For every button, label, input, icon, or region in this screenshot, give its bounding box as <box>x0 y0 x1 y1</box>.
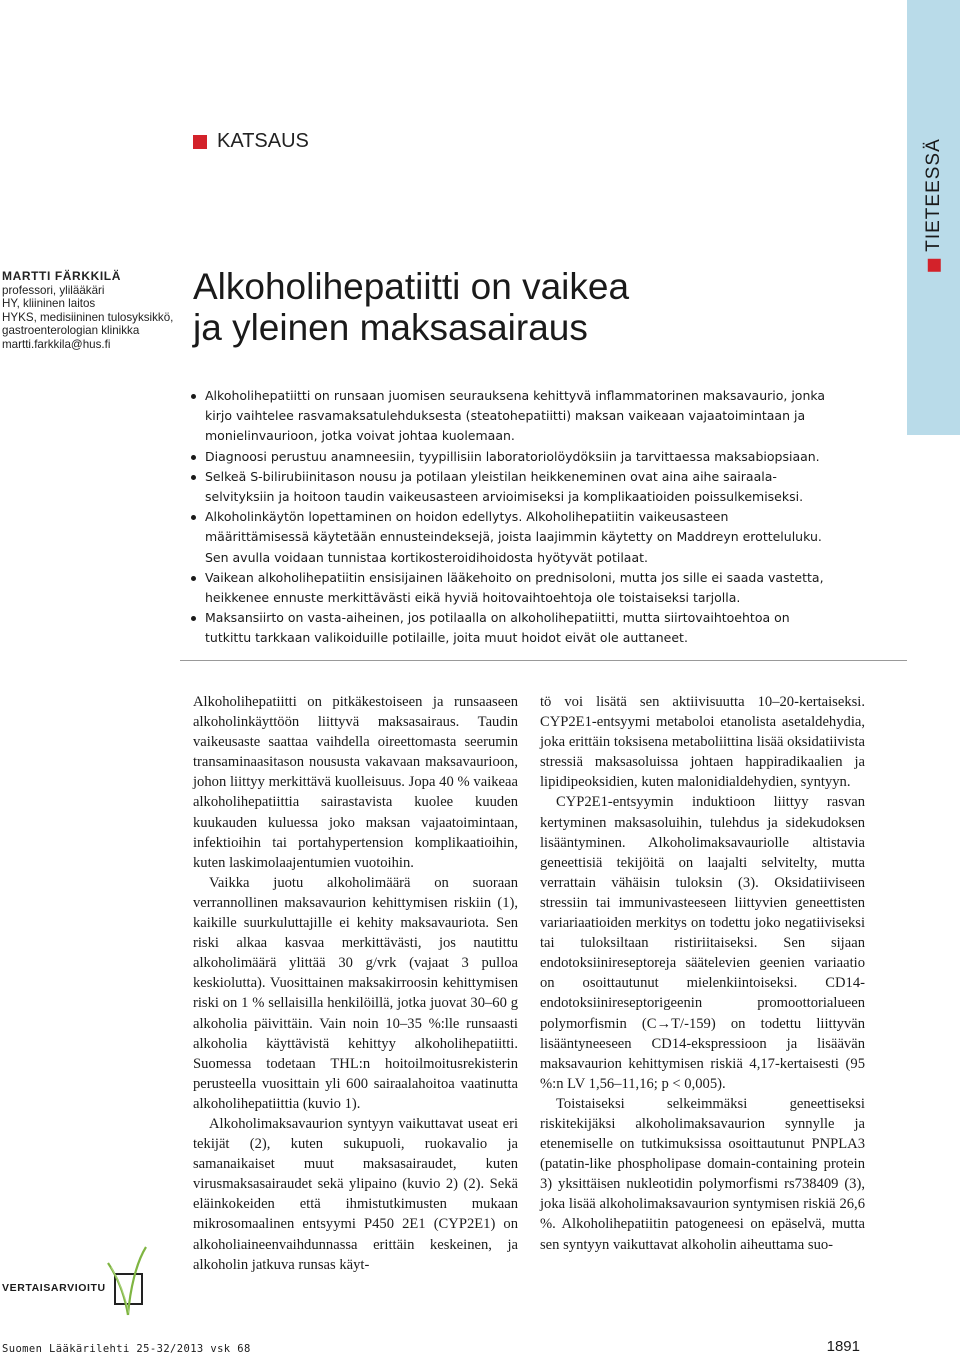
red-square-icon <box>927 259 940 272</box>
side-banner-label-wrap <box>907 135 960 275</box>
author-affiliation-line: HY, kliininen laitos <box>2 297 96 310</box>
summary-line: Maksansiirto on vasta-aiheinen, jos potilaalla on alkoholihepatiitti, mutta siirtovaihtoehtoa on <box>205 610 790 626</box>
body-paragraph: Alkoholihepatiitti on pitkäkestoiseen ja runsaaseen alkoholinkäyttöön liittyvä maksasairaus. Taudin vaikeusaste saattaa vaihdella oireettomasta seerumin transaminaasitason noususta vakavaan maksavaurioon, johon liittyy merkittävä kuolleisuus. Jopa 40 % vaikeaa alkoholihepatiittia sairastavista kuolee kuuden kuukauden kuluessa joko maksan vajaatoimintaan, infektioihin tai portahypertension komplikaatioihin, kuten laskimolaajentumien vuotoihin. <box>193 694 518 871</box>
bullet-icon <box>191 394 196 399</box>
summary-line: heikkenee ennuste merkittävästi eikä hyviä hoitovaihtoehtoja ole toistaiseksi tarjolla. <box>205 590 741 606</box>
summary-item <box>191 386 891 447</box>
bullet-icon <box>191 616 196 621</box>
summary-line: tutkittu tarkkaan valikoiduille potilaille, joita muut hoidot eivät ole auttaneet. <box>205 630 688 646</box>
summary-line: Vaikean alkoholihepatiitin ensisijainen lääkehoito on prednisoloni, mutta jos sille ei saada vastetta, <box>205 569 824 585</box>
body-paragraph: Alkoholimaksavaurion syntyyn vaikuttavat useat eri tekijät (2), kuten sukupuoli, ruokavalio ja samanaikaiset muut maksasairaudet, kuten virusmaksasairaudet sekä ylipaino (kuvio 2) (2). Sekä eläinkokeiden että ihmistutkimusten mukaan mikrosomaalinen entsyymi P450 2E1 (CYP2E1) on alkoholiaineenvaihdunnassa erittäin keskeinen, ja alkoholin jatkuva runsas käyt- <box>193 1115 518 1273</box>
body-paragraph: CYP2E1-entsyymin induktioon liittyy rasvan kertyminen maksasoluihin, tulehdus ja sidekudoksen lisääntyminen. Alkoholimaksavauriolle altistavia geneettisiä tekijöitä on laajalti selvitelty, mutta verrattain vähäisin tuloksin (3). Oksidatiiviseen stressiin tai immunivasteeseen liittyvien geneettisten variariaatioiden merkitys on todettu joko negatiiviseksi tai tuloksiltaan ristiriitaiseksi. Sen sijaan endotoksiinireseptoreja säätelevien geenien variaatio on osoittautunut mielenkiintoiseksi. CD14-endotoksiinireseptorigeenin promoottorialueen polymorfismin (C→T/-159) on todettu liittyvän lisääntyneeseen CD14-ekspressioon ja lisäävän maksavaurion kehittymisen riskiä 4,17-kertaisesti (95 %:n LV 1,56–11,16; p < 0,005). <box>540 794 865 1092</box>
red-square-icon <box>193 135 207 149</box>
author-affiliation-line: professori, ylilääkäri <box>2 283 105 297</box>
summary-item <box>191 447 891 467</box>
article-title <box>193 266 893 348</box>
article-title-line: Alkoholihepatiitti on vaikea <box>193 266 630 307</box>
footer-journal-info: Suomen Lääkärilehti 25-32/2013 vsk 68 <box>2 1343 251 1355</box>
section-divider <box>180 660 907 661</box>
summary-item <box>191 568 891 608</box>
summary-line: Alkoholihepatiitti on runsaan juomisen seurauksena kehittyvä inflammatorinen maksavaurio, jonka <box>205 388 826 403</box>
author-affiliation-line: gastroenterologian klinikka <box>2 324 140 337</box>
summary-item <box>191 467 891 507</box>
page-number: 1891 <box>826 1338 860 1355</box>
bullet-icon <box>191 475 196 480</box>
summary-line: Alkoholinkäytön lopettaminen on hoidon edellytys. Alkoholihepatiitin vaikeusasteen <box>205 509 729 525</box>
author-email[interactable]: martti.farkkila@hus.fi <box>2 337 111 351</box>
summary-line: selvityksiin ja hoitoon taudin vaikeusasteen arvioimiseksi ja komplikaatioiden poissulkemiseksi. <box>205 489 804 505</box>
section-label <box>193 130 309 153</box>
peer-review-label: VERTAISARVIOITU <box>2 1282 106 1294</box>
bullet-icon <box>191 515 196 520</box>
body-column-right <box>540 692 865 1255</box>
summary-line: monielinvaurioon, jotka voivat johtaa kuolemaan. <box>205 428 515 444</box>
article-title-line: ja yleinen maksasairaus <box>193 307 588 348</box>
summary-line: kirjo vaihtelee rasvamaksatulehduksesta (steatohepatiitti) maksan vaikeaan vajaatoimintaan ja <box>205 408 806 424</box>
summary-line: Selkeä S-bilirubiinitason nousu ja potilaan yleistilan heikkeneminen ovat aina aihe sairaala- <box>205 468 777 484</box>
bullet-icon <box>191 576 196 581</box>
author-block <box>2 270 172 351</box>
summary-item <box>191 507 891 568</box>
body-paragraph: Toistaiseksi selkeimmäksi geneettiseksi riskitekijäksi alkoholimaksavaurion synnylle ja etenemiselle on tutkimuksissa osoittautunut PNPLA3 (patatin-like phospholipase domain-containing protein 3) yksittäisen nukleotidin polymorfismi rs738409 (3), joka lisää alkoholimaksavaurion syntymisen riskiä 26,6 %. Alkoholihepatiitin patogeneesi on epäselvä, mutta sen syntyyn vaikuttavat alkoholin aiheuttama suo- <box>540 1095 865 1253</box>
summary-line: Diagnoosi perustuu anamneesiin, tyypillisiin laboratoriolöydöksiin ja tarvittaessa maksabiopsiaan. <box>205 448 820 464</box>
peer-review-checkmark-icon <box>104 1245 154 1317</box>
summary-line: määrittämisessä käytetään ennusteindeksejä, joista laajimmin käytetty on Maddreyn erotteluluku. <box>205 529 822 545</box>
side-banner-label: TIETEESSÄ <box>922 138 944 252</box>
author-affiliation-line: HYKS, medisiininen tulosyksikkö, <box>2 310 174 324</box>
author-name: MARTTI FÄRKKILÄ <box>2 269 121 283</box>
section-label-text: KATSAUS <box>217 130 309 152</box>
body-paragraph: tö voi lisätä sen aktiivisuutta 10–20-kertaiseksi. CYP2E1-entsyymi metaboloi etanolista asetaldehydia, joka erittäin toksisena metaboliittina lisää oksidatiivista stressiä maksasoluissa johtaen happiradikaalien ja lipidipeoksidien, kuten malonidialdehydien, syntyyn. <box>540 694 865 791</box>
summary-list <box>191 386 891 649</box>
body-paragraph: Vaikka juotu alkoholimäärä on suoraan verrannollinen maksavaurion kehittymisen riskiin (1), kaikille suurkuluttajille ei kehity maksavauriota. Sen riski alkaa kasvaa merkittävästi, jos nautittu alkoholimäärä ylittää 30 g/vrk (vajaat 3 pulloa keskiolutta). Vuosittainen maksakirroosin kehittymisen riski on 1 % sellaisilla henkilöillä, jotka juovat 30–60 g alkoholia päivittäin. Vain noin 10–35 %:lle runsaasti alkoholia käyttävistä kehittyy alkoholihepatiitti. Suomessa todetaan THL:n hoitoilmoitusrekisterin perusteella vuosittain yli 600 sairaalahoitoa vaatinutta alkoholihepatiittia (kuvio 1). <box>193 874 518 1112</box>
summary-item <box>191 608 891 648</box>
body-column-left <box>193 692 518 1275</box>
bullet-icon <box>191 455 196 460</box>
summary-line: Sen avulla voidaan tunnistaa kortikosteroidihoidosta hyötyvät potilaat. <box>205 549 648 565</box>
